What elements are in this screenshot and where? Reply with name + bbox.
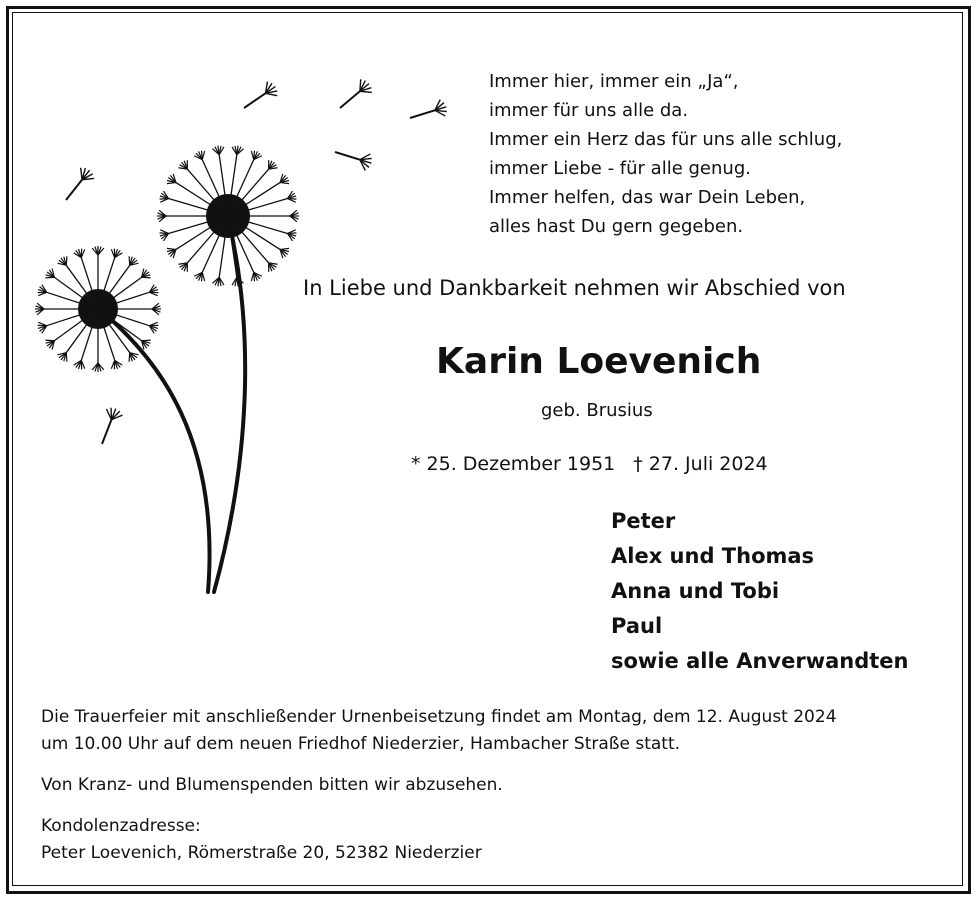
ceremony-line: um 10.00 Uhr auf dem neuen Friedhof Niederzier, Hambacher Straße statt.: [41, 734, 681, 754]
mourner: sowie alle Anverwandten: [611, 649, 909, 673]
address-value: Peter Loevenich, Römerstraße 20, 52382 Niederzier: [41, 843, 482, 863]
dandelion-stem: [100, 310, 210, 592]
flowers-note-text: Von Kranz- und Blumenspenden bitten wir abzusehen.: [41, 775, 503, 795]
deceased-name: Karin Loevenich: [436, 341, 762, 382]
farewell-intro: In Liebe und Dankbarkeit nehmen wir Abschied von: [303, 276, 846, 300]
poem-line: Immer ein Herz das für uns alle schlug,: [489, 129, 843, 150]
poem-line: immer für uns alle da.: [489, 100, 689, 121]
flowers-note: [41, 772, 503, 799]
floating-seed-stalk: [340, 91, 360, 108]
dandelion-large-seed-tuft: [251, 272, 253, 281]
floating-seed-stalk: [102, 420, 111, 444]
poem-line: alles hast Du gern gegeben.: [489, 216, 744, 237]
dandelion-large-seed-tuft: [280, 182, 289, 183]
life-dates: [411, 453, 786, 475]
floating-seed-tuft: [360, 91, 372, 92]
poem: [489, 67, 842, 241]
mourner: Alex und Thomas: [611, 544, 815, 568]
birth-name: geb. Brusius: [541, 400, 653, 421]
ceremony-line: Die Trauerfeier mit anschließender Urnenbeisetzung findet am Montag, dem 12. August 2024: [41, 707, 837, 727]
death-date: † 27. Juli 2024: [633, 453, 768, 475]
poem-line: Immer helfen, das war Dein Leben,: [489, 187, 806, 208]
dandelion-large-seed-tuft: [167, 248, 176, 249]
mourner: Peter: [611, 509, 676, 533]
dandelion-large-seed-tuft: [202, 151, 204, 160]
poem-line: immer Liebe - für alle genug.: [489, 158, 751, 179]
floating-seed-tuft: [265, 93, 277, 95]
floating-seed-stalk: [335, 152, 360, 160]
ceremony-info: [41, 704, 837, 758]
mourner: Anna und Tobi: [611, 579, 780, 603]
address-label: Kondolenzadresse:: [41, 816, 201, 836]
dandelion-small-seed-tuft: [142, 277, 151, 278]
dandelion-small-seed-tuft: [129, 353, 130, 362]
floating-seed-tuft: [81, 168, 83, 180]
floating-seed-stalk: [66, 180, 82, 200]
condolence-address: [41, 813, 482, 867]
floating-seed-stalk: [244, 93, 265, 108]
poem-line: Immer hier, immer ein „Ja“,: [489, 71, 739, 92]
mourners-list: [611, 504, 908, 679]
dandelion-small-seed-tuft: [66, 256, 67, 265]
birth-date: * 25. Dezember 1951: [411, 453, 616, 475]
dandelion-stem: [214, 218, 245, 592]
floating-seed-stalk: [410, 110, 435, 118]
mourner: Paul: [611, 614, 663, 638]
dandelion-small-seed-tuft: [45, 340, 54, 341]
